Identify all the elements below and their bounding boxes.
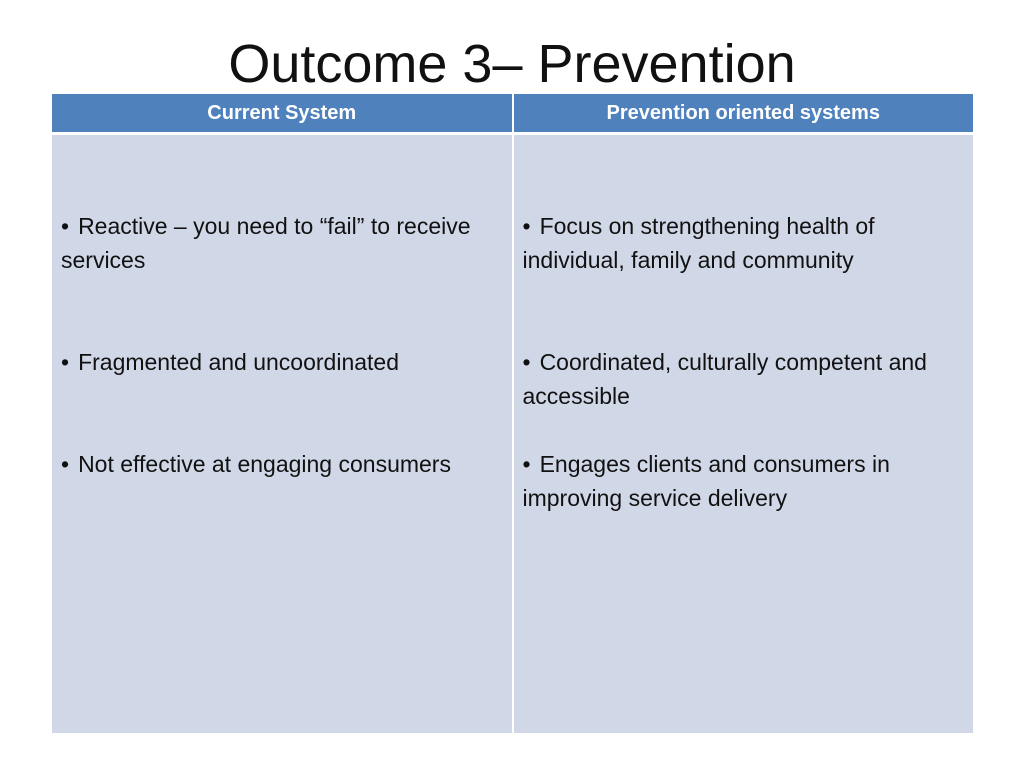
list-item [523, 345, 962, 413]
list-item-text: Fragmented and uncoordinated [78, 349, 400, 375]
list-item [523, 209, 962, 277]
header-prevention-oriented: Prevention oriented systems [513, 94, 974, 134]
current-system-cell [52, 134, 513, 734]
list-item-text: Coordinated, culturally competent and accessible [522, 349, 927, 409]
list-item-text: Engages clients and consumers in improving service delivery [522, 451, 890, 511]
list-item [61, 447, 500, 481]
bullet-icon: • [522, 349, 531, 375]
header-current-system: Current System [52, 94, 513, 134]
table-header-row [52, 94, 973, 134]
list-item [523, 447, 962, 515]
list-item-text: Focus on strengthening health of individual, family and community [522, 213, 875, 273]
prevention-oriented-cell [513, 134, 974, 734]
bullet-icon: • [522, 213, 531, 239]
bullet-icon: • [522, 451, 531, 477]
bullet-icon: • [61, 213, 70, 239]
list-item-text: Reactive – you need to “fail” to receive services [61, 213, 471, 273]
list-item-text: Not effective at engaging consumers [78, 451, 451, 477]
list-item [61, 209, 500, 277]
list-item [61, 345, 500, 379]
bullet-icon: • [61, 451, 70, 477]
comparison-table [52, 94, 973, 733]
table-body-row [52, 134, 973, 734]
slide-title: Outcome 3– Prevention [228, 34, 796, 94]
bullet-icon: • [61, 349, 70, 375]
